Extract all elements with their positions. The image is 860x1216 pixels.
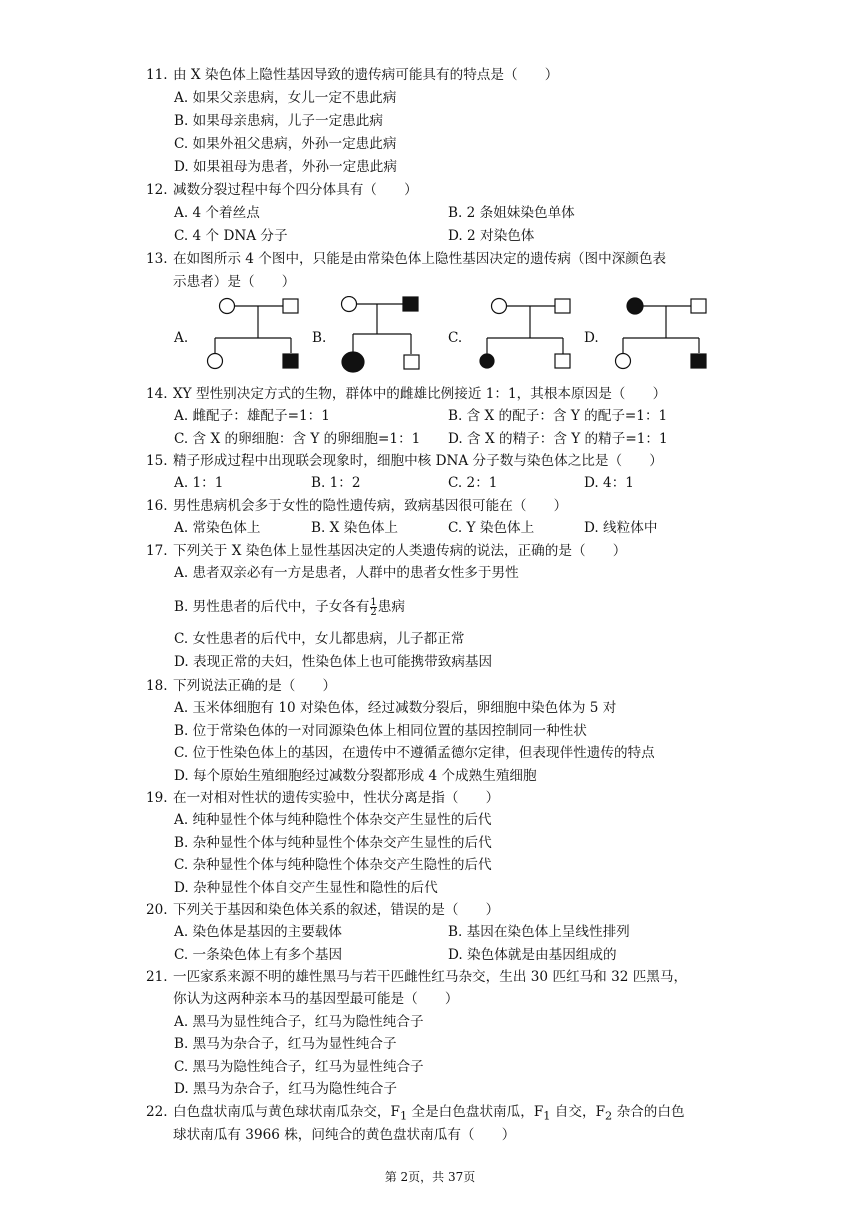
fraction (370, 598, 376, 617)
stem-text: 自交，F (550, 1104, 606, 1120)
question-stem: 下列关于 X 染色体上显性基因决定的人类遗传病的说法，正确的是（ ） (173, 543, 627, 559)
option-a: A. 如果父亲患病，女儿一定不患此病 (174, 90, 397, 106)
subscript: 1 (399, 1108, 408, 1123)
option-c: C. 2：1 (448, 475, 498, 491)
question-13 (146, 250, 726, 380)
option-a: A. 玉米体细胞有 10 对染色体，经过减数分裂后，卵细胞中染色体为 5 对 (174, 700, 617, 716)
option-b: B. 如果母亲患病，儿子一定患此病 (174, 113, 383, 129)
option-a: A. 雌配子：雄配子=1：1 (174, 408, 330, 424)
option-b: B. 含 X 的配子：含 Y 的配子=1：1 (448, 408, 668, 424)
question-stem: 由 X 染色体上隐性基因导致的遗传病可能具有的特点是（ ） (173, 67, 559, 83)
page-footer: 第 2页，共 37页 (384, 1170, 476, 1184)
option-d: D. 杂种显性个体自交产生显性和隐性的后代 (174, 880, 438, 896)
question-number: 18. (146, 678, 168, 694)
question-stem: 下列关于基因和染色体关系的叙述，错误的是（ ） (173, 902, 500, 918)
option-b: B. X 染色体上 (311, 520, 399, 536)
option-c: C. 女性患者的后代中，女儿都患病，儿子都正常 (174, 631, 465, 647)
subscript: 1 (543, 1108, 551, 1123)
option-b-text-end: 患病 (377, 599, 405, 615)
fraction-numerator: 1 (370, 597, 377, 608)
question-number: 12. (146, 182, 168, 198)
stem-text: 白色盘状南瓜与黄色球状南瓜杂交，F (173, 1104, 400, 1120)
question-number: 13. (146, 251, 168, 267)
option-a: A. 纯种显性个体与纯种隐性个体杂交产生显性的后代 (174, 812, 492, 828)
option-b: B. 位于常染色体的一对同源染色体上相同位置的基因控制同一种性状 (174, 723, 587, 739)
pedigree-label-a: A. (174, 330, 189, 346)
option-c: C. 含 X 的卵细胞：含 Y 的卵细胞=1：1 (174, 431, 421, 447)
subscript: 2 (605, 1108, 613, 1123)
option-d: D. 染色体就是由基因组成的 (448, 947, 617, 963)
option-c: C. 4 个 DNA 分子 (174, 228, 288, 244)
question-stem: 在一对相对性状的遗传实验中，性状分离是指（ ） (173, 790, 500, 806)
option-b: B. 基因在染色体上呈线性排列 (448, 924, 630, 940)
stem-text: 杂合的白色 (612, 1104, 685, 1120)
option-d: D. 表现正常的夫妇，性染色体上也可能携带致病基因 (174, 654, 493, 670)
option-a: A. 患者双亲必有一方是患者，人群中的患者女性多于男性 (174, 565, 519, 581)
pedigree-label-c: C. (448, 330, 463, 346)
fraction-denominator: 2 (370, 607, 377, 618)
option-c: C. 黑马为隐性纯合子，红马为显性纯合子 (174, 1059, 424, 1075)
option-d: D. 黑马为杂合子，红马为隐性纯合子 (174, 1081, 397, 1097)
option-c: C. 如果外祖父患病，外孙一定患此病 (174, 136, 397, 152)
question-stem: XY 型性别决定方式的生物，群体中的雌雄比例接近 1：1，其根本原因是（ ） (173, 386, 667, 402)
pedigree-label-b: B. (312, 330, 327, 346)
question-stem: 男性患病机会多于女性的隐性遗传病，致病基因很可能在（ ） (173, 498, 568, 514)
question-stem: 在如图所示 4 个图中，只能是由常染色体上隐性基因决定的遗传病（图中深颜色表 (173, 251, 667, 267)
option-d: D. 2 对染色体 (448, 228, 535, 244)
question-stem: 下列说法正确的是（ ） (173, 678, 337, 694)
stem-text: 全是白色盘状南瓜，F (407, 1104, 544, 1120)
question-stem: 精子形成过程中出现联会现象时，细胞中核 DNA 分子数与染色体之比是（ ） (173, 453, 663, 469)
question-stem-cont: 示患者）是（ ） (173, 274, 296, 290)
option-b (174, 595, 405, 619)
question-number: 16. (146, 498, 168, 514)
question-number: 17. (146, 543, 168, 559)
option-b: B. 黑马为杂合子，红马为显性纯合子 (174, 1036, 397, 1052)
question-number: 15. (146, 453, 168, 469)
option-b: B. 杂种显性个体与纯种显性个体杂交产生显性的后代 (174, 835, 492, 851)
option-b-text: B. 男性患者的后代中，子女各有 (174, 599, 370, 615)
option-d: D. 如果祖母为患者，外孙一定患此病 (174, 159, 397, 175)
option-d: D. 含 X 的精子：含 Y 的精子=1：1 (448, 431, 668, 447)
question-stem-cont: 球状南瓜有 3966 株，问纯合的黄色盘状南瓜有（ ） (173, 1127, 516, 1143)
pedigree-d (610, 296, 716, 374)
question-stem-cont: 你认为这两种亲本马的基因型最可能是（ ） (173, 991, 459, 1007)
option-a: A. 染色体是基因的主要载体 (174, 924, 342, 940)
option-a: A. 常染色体上 (174, 520, 261, 536)
option-a: A. 1：1 (174, 475, 224, 491)
question-number: 21. (146, 969, 168, 985)
question-number: 20. (146, 902, 168, 918)
option-d: D. 4：1 (584, 475, 634, 491)
pedigree-label-d: D. (584, 330, 599, 346)
option-a: A. 黑马为显性纯合子，红马为隐性纯合子 (174, 1014, 424, 1030)
question-stem: 一匹家系来源不明的雄性黑马与若干匹雌性红马杂交，生出 30 匹红马和 32 匹黑马， (173, 969, 688, 985)
option-a: A. 4 个着丝点 (174, 205, 260, 221)
question-number: 14. (146, 386, 168, 402)
pedigree-c (474, 296, 580, 374)
option-b: B. 1：2 (311, 475, 361, 491)
option-c: C. Y 染色体上 (448, 520, 535, 536)
option-c: C. 一条染色体上有多个基因 (174, 947, 343, 963)
question-number: 22. (146, 1104, 168, 1120)
pedigree-b (336, 296, 436, 374)
option-c: C. 杂种显性个体与纯种隐性个体杂交产生隐性的后代 (174, 857, 492, 873)
option-d: D. 每个原始生殖细胞经过减数分裂都形成 4 个成熟生殖细胞 (174, 768, 537, 784)
question-number: 11. (146, 67, 168, 83)
pedigree-a (202, 296, 308, 374)
option-d: D. 线粒体中 (584, 520, 658, 536)
option-b: B. 2 条姐妹染色单体 (448, 205, 575, 221)
question-number: 19. (146, 790, 168, 806)
option-c: C. 位于性染色体上的基因，在遗传中不遵循孟德尔定律，但表现伴性遗传的特点 (174, 745, 655, 761)
question-stem: 减数分裂过程中每个四分体具有（ ） (173, 182, 418, 198)
question-stem (173, 1103, 685, 1125)
